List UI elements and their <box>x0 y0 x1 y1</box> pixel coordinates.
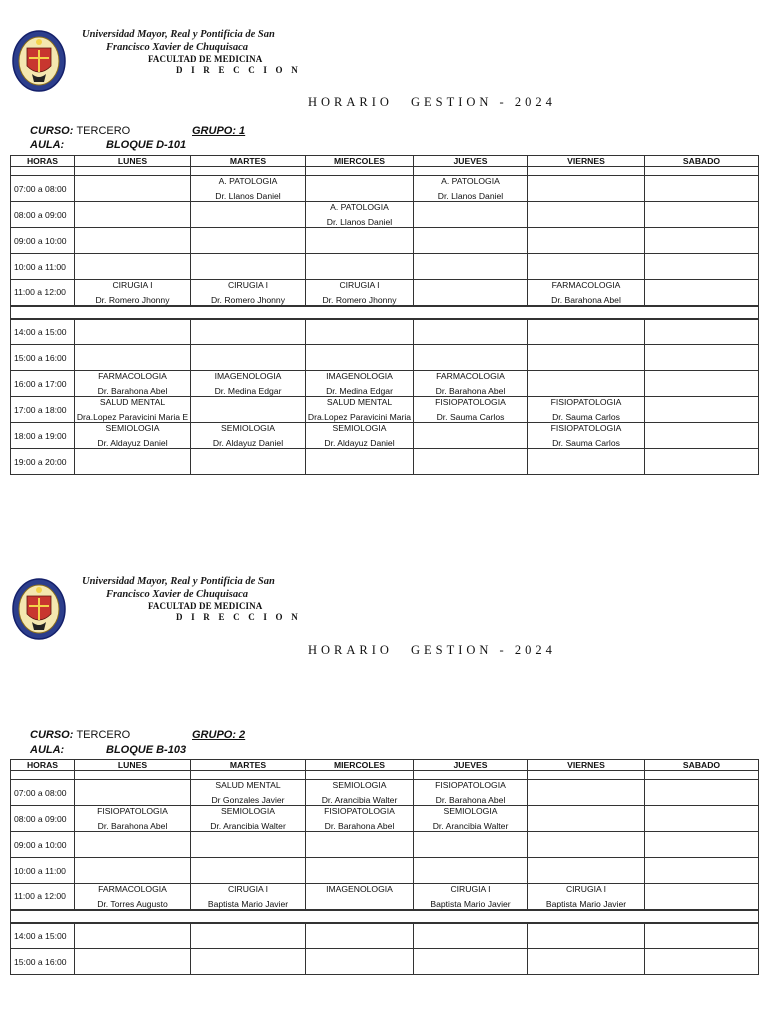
classroom-label: AULA: <box>30 744 65 756</box>
schedule-table-group2 <box>10 759 759 975</box>
subject-name: FARMACOLOGIA <box>98 371 167 381</box>
subject-name: SEMIOLOGIA <box>105 423 160 433</box>
university-name-line2: Francisco Xavier de Chuquisaca <box>106 42 249 53</box>
subject-name: CIRUGIA I <box>339 280 380 290</box>
hour-cell: 15:00 a 16:00 <box>11 345 75 371</box>
professor-name: Dr. Medina Edgar <box>326 386 393 396</box>
schedule-cell <box>75 371 191 397</box>
course-label: CURSO: <box>30 125 74 137</box>
institution-header <box>80 575 320 623</box>
schedule-cell <box>75 319 191 345</box>
schedule-cell <box>645 371 759 397</box>
schedule-cell <box>191 780 306 806</box>
schedule-cell <box>414 254 528 280</box>
schedule-cell <box>306 371 414 397</box>
schedule-cell <box>414 176 528 202</box>
schedule-cell <box>414 423 528 449</box>
professor-name: Dr. Llanos Daniel <box>326 217 393 227</box>
schedule-cell <box>75 228 191 254</box>
hour-cell: 10:00 a 11:00 <box>11 254 75 280</box>
table-row <box>11 806 759 832</box>
course-value: TERCERO <box>76 125 131 137</box>
title-gestion: GESTION - <box>410 95 508 109</box>
professor-name: Dra.Lopez Paravicini Maria E <box>76 412 189 422</box>
column-header: SABADO <box>645 760 759 771</box>
schedule-cell <box>75 423 191 449</box>
schedule-cell <box>75 345 191 371</box>
professor-name: Dr. Romero Jhonny <box>210 294 286 305</box>
title-year: 2024 <box>514 643 556 657</box>
university-name-line1: Universidad Mayor, Real y Pontificia de San <box>82 576 275 587</box>
hour-cell: 07:00 a 08:00 <box>11 780 75 806</box>
hour-cell: 08:00 a 09:00 <box>11 806 75 832</box>
table-row <box>11 858 759 884</box>
schedule-cell <box>191 923 306 949</box>
schedule-cell <box>306 858 414 884</box>
schedule-cell <box>191 858 306 884</box>
subject-name: SEMIOLOGIA <box>221 423 275 433</box>
schedule-cell <box>645 949 759 975</box>
university-seal <box>12 30 66 92</box>
hour-cell: 09:00 a 10:00 <box>11 228 75 254</box>
schedule-cell <box>528 228 645 254</box>
schedule-cell <box>75 806 191 832</box>
schedule-cell <box>191 371 306 397</box>
professor-name: Dr. Aldayuz Daniel <box>324 438 395 448</box>
schedule-cell <box>528 423 645 449</box>
hour-cell: 11:00 a 12:00 <box>11 280 75 306</box>
empty-cell <box>306 167 414 176</box>
professor-name: Baptista Mario Javier <box>545 898 627 909</box>
column-header: MARTES <box>191 156 306 167</box>
subject-name: SALUD MENTAL <box>99 397 166 407</box>
empty-cell <box>75 167 191 176</box>
table-row <box>11 371 759 397</box>
professor-name: Dr. Barahona Abel <box>324 821 395 831</box>
schedule-cell <box>414 319 528 345</box>
break-cell <box>11 306 759 319</box>
column-header: HORAS <box>11 760 75 771</box>
schedule-cell <box>645 254 759 280</box>
schedule-cell <box>414 780 528 806</box>
schedule-cell <box>75 397 191 423</box>
institution-header <box>80 28 320 76</box>
schedule-cell <box>306 449 414 475</box>
professor-name: Dr. Arancibia Walter <box>210 821 286 831</box>
table-row <box>11 345 759 371</box>
schedule-cell <box>528 832 645 858</box>
subject-name: IMAGENOLOGIA <box>326 884 393 894</box>
schedule-cell <box>528 806 645 832</box>
schedule-cell <box>528 280 645 306</box>
schedule-cell <box>191 319 306 345</box>
schedule-cell <box>645 202 759 228</box>
schedule-cell <box>645 923 759 949</box>
schedule-cell <box>528 254 645 280</box>
schedule-cell <box>414 923 528 949</box>
table-row <box>11 884 759 910</box>
schedule-cell <box>528 397 645 423</box>
subject-name: FISIOPATOLOGIA <box>550 397 622 407</box>
schedule-cell <box>75 884 191 910</box>
schedule-cell <box>191 949 306 975</box>
schedule-cell <box>75 780 191 806</box>
schedule-cell <box>414 228 528 254</box>
schedule-cell <box>645 858 759 884</box>
hour-cell: 16:00 a 17:00 <box>11 371 75 397</box>
table-row <box>11 228 759 254</box>
schedule-cell <box>191 832 306 858</box>
professor-name: Dr. Arancibia Walter <box>321 795 398 805</box>
course-line <box>30 729 246 741</box>
hour-cell: 08:00 a 09:00 <box>11 202 75 228</box>
schedule-cell <box>414 397 528 423</box>
professor-name: Dr. Sauma Carlos <box>552 438 620 448</box>
table-row <box>11 832 759 858</box>
subject-name: FARMACOLOGIA <box>436 371 505 381</box>
schedule-cell <box>306 228 414 254</box>
direction-label: D I R E C C I O N <box>176 612 301 622</box>
schedule-cell <box>645 397 759 423</box>
schedule-cell <box>191 254 306 280</box>
professor-name: Dr. Llanos Daniel <box>437 191 504 201</box>
schedule-cell <box>306 884 414 910</box>
column-header: JUEVES <box>414 760 528 771</box>
classroom-label: AULA: <box>30 139 65 151</box>
hour-cell: 19:00 a 20:00 <box>11 449 75 475</box>
schedule-cell <box>306 202 414 228</box>
schedule-cell <box>191 449 306 475</box>
column-header: MARTES <box>191 760 306 771</box>
schedule-cell <box>191 345 306 371</box>
subject-name: FARMACOLOGIA <box>551 280 621 290</box>
empty-cell <box>11 771 75 780</box>
column-header: MIERCOLES <box>306 156 414 167</box>
subject-name: CIRUGIA I <box>565 884 607 894</box>
column-header: JUEVES <box>414 156 528 167</box>
schedule-cell <box>306 254 414 280</box>
schedule-cell <box>414 949 528 975</box>
subject-name: FISIOPATOLOGIA <box>435 397 506 407</box>
hour-cell: 11:00 a 12:00 <box>11 884 75 910</box>
schedule-cell <box>645 319 759 345</box>
empty-cell <box>528 771 645 780</box>
university-name-line2: Francisco Xavier de Chuquisaca <box>106 589 249 600</box>
empty-cell <box>191 167 306 176</box>
schedule-cell <box>414 345 528 371</box>
break-cell <box>11 910 759 923</box>
schedule-table-group1 <box>10 155 759 475</box>
schedule-cell <box>306 423 414 449</box>
schedule-cell <box>414 371 528 397</box>
hour-cell: 07:00 a 08:00 <box>11 176 75 202</box>
university-name-line1: Universidad Mayor, Real y Pontificia de San <box>82 29 275 40</box>
professor-name: Dr. Barahona Abel <box>435 795 506 805</box>
column-header: HORAS <box>11 156 75 167</box>
schedule-cell <box>528 449 645 475</box>
professor-name: Dr. Romero Jhonny <box>95 294 170 305</box>
schedule-cell <box>414 449 528 475</box>
column-header: MIERCOLES <box>306 760 414 771</box>
schedule-cell <box>645 423 759 449</box>
professor-name: Dr. Barahona Abel <box>551 294 621 305</box>
schedule-cell <box>414 280 528 306</box>
subject-name: SEMIOLOGIA <box>221 806 275 816</box>
schedule-title <box>308 95 556 110</box>
professor-name: Dr. Sauma Carlos <box>436 412 505 422</box>
lunch-break-row <box>11 306 759 319</box>
subject-name: IMAGENOLOGIA <box>326 371 393 381</box>
subject-name: FISIOPATOLOGIA <box>550 423 622 433</box>
professor-name: Dr. Barahona Abel <box>97 386 168 396</box>
professor-name: Dr. Barahona Abel <box>435 386 506 396</box>
subject-name: A. PATOLOGIA <box>441 176 500 186</box>
subject-name: A. PATOLOGIA <box>218 176 278 186</box>
professor-name: Dr. Llanos Daniel <box>215 191 281 201</box>
subject-name: IMAGENOLOGIA <box>214 371 282 381</box>
column-header: SABADO <box>645 156 759 167</box>
schedule-cell <box>75 176 191 202</box>
hour-cell: 09:00 a 10:00 <box>11 832 75 858</box>
schedule-cell <box>306 319 414 345</box>
schedule-cell <box>75 949 191 975</box>
title-gestion: GESTION - <box>410 643 508 657</box>
empty-cell <box>414 167 528 176</box>
table-row <box>11 280 759 306</box>
spacer-row <box>11 167 759 176</box>
schedule-cell <box>645 806 759 832</box>
schedule-cell <box>528 858 645 884</box>
empty-cell <box>645 167 759 176</box>
schedule-cell <box>306 923 414 949</box>
schedule-cell <box>191 176 306 202</box>
schedule-cell <box>528 923 645 949</box>
schedule-cell <box>528 176 645 202</box>
professor-name: Dr. Medina Edgar <box>214 386 282 396</box>
schedule-cell <box>645 884 759 910</box>
classroom-line <box>30 139 187 151</box>
professor-name: Dr. Arancibia Walter <box>432 821 509 831</box>
group-label: GRUPO: 1 <box>192 125 246 137</box>
direction-label: D I R E C C I O N <box>176 65 301 75</box>
schedule-cell <box>528 780 645 806</box>
schedule-cell <box>414 832 528 858</box>
subject-name: FARMACOLOGIA <box>98 884 167 894</box>
professor-name: Dr. Sauma Carlos <box>552 412 620 422</box>
table-header-row <box>11 760 759 771</box>
subject-name: CIRUGIA I <box>450 884 491 894</box>
professor-name: Baptista Mario Javier <box>430 898 511 909</box>
schedule-cell <box>645 345 759 371</box>
schedule-cell <box>75 202 191 228</box>
schedule-cell <box>75 923 191 949</box>
column-header: VIERNES <box>528 156 645 167</box>
hour-cell: 17:00 a 18:00 <box>11 397 75 423</box>
schedule-cell <box>191 806 306 832</box>
subject-name: SEMIOLOGIA <box>332 780 387 790</box>
table-header-row <box>11 156 759 167</box>
empty-cell <box>528 167 645 176</box>
faculty-name: FACULTAD DE MEDICINA <box>148 601 263 611</box>
table-row <box>11 949 759 975</box>
subject-name: FISIOPATOLOGIA <box>435 780 506 790</box>
lunch-break-row <box>11 910 759 923</box>
schedule-cell <box>528 345 645 371</box>
empty-cell <box>414 771 528 780</box>
schedule-cell <box>414 858 528 884</box>
group-label: GRUPO: 2 <box>192 729 246 741</box>
subject-name: SALUD MENTAL <box>215 780 281 790</box>
schedule-cell <box>75 449 191 475</box>
schedule-cell <box>191 423 306 449</box>
schedule-cell <box>191 280 306 306</box>
schedule-cell <box>645 228 759 254</box>
schedule-cell <box>528 949 645 975</box>
spacer-row <box>11 771 759 780</box>
schedule-title <box>308 643 556 658</box>
title-word: HORARIO <box>308 643 393 657</box>
schedule-cell <box>306 176 414 202</box>
schedule-cell <box>75 858 191 884</box>
schedule-cell <box>191 202 306 228</box>
empty-cell <box>191 771 306 780</box>
empty-cell <box>306 771 414 780</box>
classroom-value: BLOQUE D-101 <box>106 139 187 151</box>
subject-name: CIRUGIA I <box>227 280 269 290</box>
table-row <box>11 254 759 280</box>
schedule-cell <box>306 780 414 806</box>
hour-cell: 14:00 a 15:00 <box>11 319 75 345</box>
schedule-cell <box>306 806 414 832</box>
subject-name: SALUD MENTAL <box>326 397 393 407</box>
professor-name: Dr. Aldayuz Daniel <box>212 438 284 448</box>
subject-name: CIRUGIA I <box>112 280 153 290</box>
subject-name: CIRUGIA I <box>227 884 269 894</box>
classroom-line <box>30 744 187 756</box>
course-line <box>30 125 246 137</box>
professor-name: Dr. Torres Augusto <box>97 898 168 909</box>
schedule-cell <box>645 176 759 202</box>
professor-name: Dr. Romero Jhonny <box>322 294 397 305</box>
hour-cell: 10:00 a 11:00 <box>11 858 75 884</box>
university-name <box>80 28 320 54</box>
table-row <box>11 423 759 449</box>
subject-name: SEMIOLOGIA <box>443 806 498 816</box>
empty-cell <box>75 771 191 780</box>
classroom-value: BLOQUE B-103 <box>106 744 187 756</box>
subject-name: FISIOPATOLOGIA <box>97 806 168 816</box>
subject-name: SEMIOLOGIA <box>332 423 387 433</box>
schedule-cell <box>75 280 191 306</box>
hour-cell: 18:00 a 19:00 <box>11 423 75 449</box>
university-seal <box>12 578 66 640</box>
table-row <box>11 202 759 228</box>
hour-cell: 14:00 a 15:00 <box>11 923 75 949</box>
subject-name: FISIOPATOLOGIA <box>324 806 395 816</box>
professor-name: Dr. Barahona Abel <box>97 821 168 831</box>
table-row <box>11 319 759 345</box>
schedule-cell <box>414 884 528 910</box>
hour-cell: 15:00 a 16:00 <box>11 949 75 975</box>
schedule-cell <box>191 228 306 254</box>
empty-cell <box>11 167 75 176</box>
faculty-name: FACULTAD DE MEDICINA <box>148 54 263 64</box>
column-header: LUNES <box>75 760 191 771</box>
schedule-cell <box>306 832 414 858</box>
table-row <box>11 397 759 423</box>
schedule-cell <box>191 397 306 423</box>
schedule-cell <box>528 319 645 345</box>
schedule-cell <box>645 780 759 806</box>
subject-name: A. PATOLOGIA <box>330 202 389 212</box>
schedule-cell <box>645 832 759 858</box>
column-header: LUNES <box>75 156 191 167</box>
column-header: VIERNES <box>528 760 645 771</box>
schedule-cell <box>75 832 191 858</box>
schedule-cell <box>306 949 414 975</box>
schedule-cell <box>306 345 414 371</box>
schedule-cell <box>528 884 645 910</box>
professor-name: Dr Gonzales Javier <box>211 795 285 805</box>
university-name <box>80 575 320 601</box>
title-word: HORARIO <box>308 95 393 109</box>
course-value: TERCERO <box>76 729 131 741</box>
schedule-cell <box>306 397 414 423</box>
professor-name: Dra.Lopez Paravicini Maria <box>307 412 412 422</box>
schedule-cell <box>75 254 191 280</box>
table-row <box>11 780 759 806</box>
schedule-cell <box>306 280 414 306</box>
schedule-cell <box>528 371 645 397</box>
empty-cell <box>645 771 759 780</box>
schedule-cell <box>528 202 645 228</box>
professor-name: Baptista Mario Javier <box>207 898 289 909</box>
course-label: CURSO: <box>30 729 74 741</box>
table-row <box>11 449 759 475</box>
professor-name: Dr. Aldayuz Daniel <box>97 438 168 448</box>
table-row <box>11 923 759 949</box>
schedule-cell <box>645 280 759 306</box>
schedule-cell <box>645 449 759 475</box>
schedule-cell <box>414 202 528 228</box>
table-row <box>11 176 759 202</box>
schedule-cell <box>191 884 306 910</box>
schedule-cell <box>414 806 528 832</box>
title-year: 2024 <box>514 95 556 109</box>
